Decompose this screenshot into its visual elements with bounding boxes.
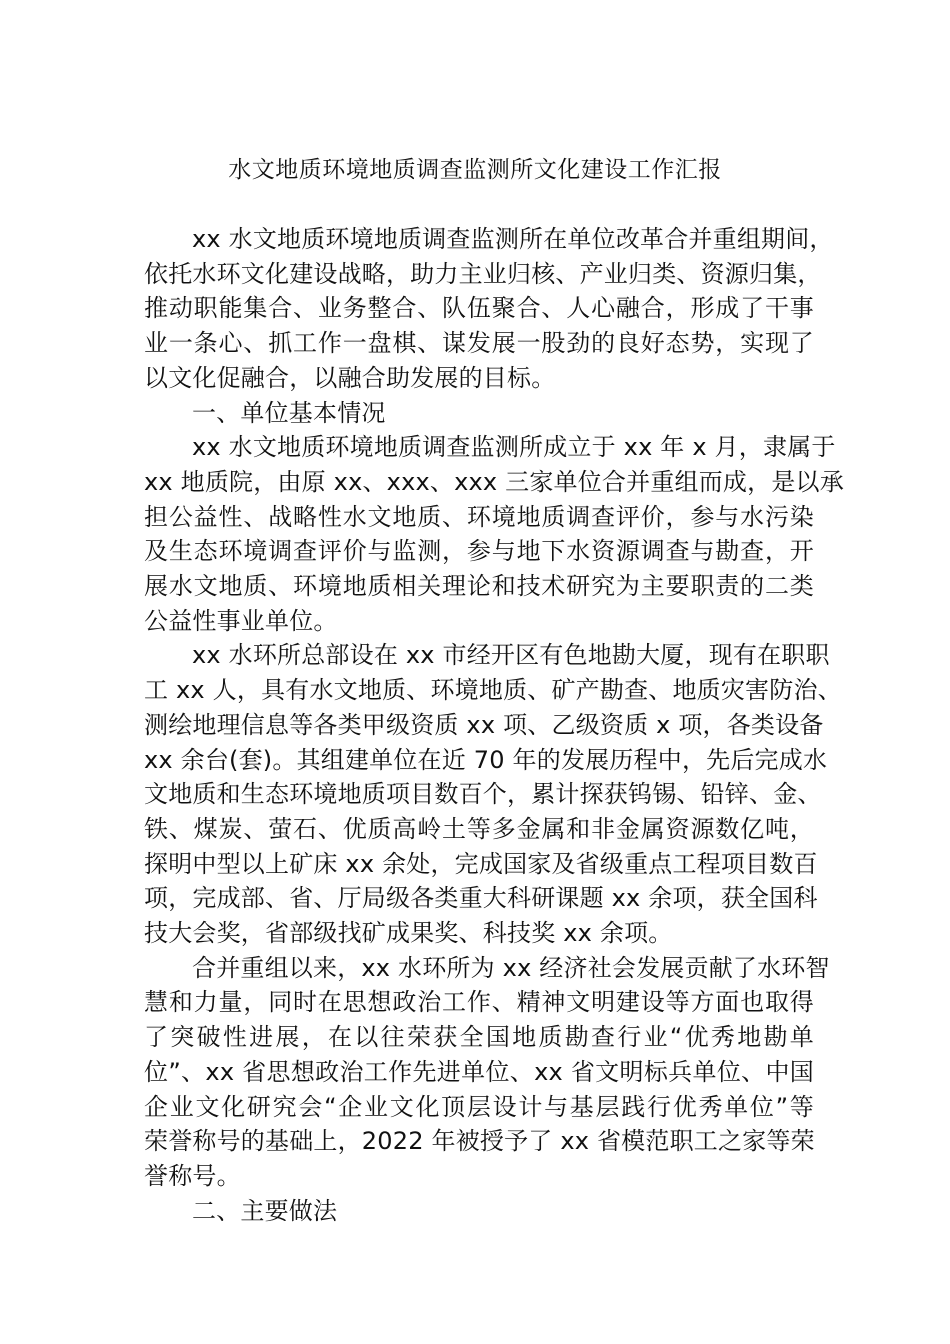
paragraph-line: 推动职能集合、业务整合、队伍聚合、人心融合，形成了干事 — [144, 294, 814, 323]
paragraph-line: 项，完成部、省、厅局级各类重大科研课题 xx 余项，获全国科 — [144, 884, 818, 913]
paragraph-line: 公益性事业单位。 — [144, 606, 338, 635]
paragraph-line: 工 xx 人，具有水文地质、环境地质、矿产勘查、地质灾害防治、 — [144, 676, 842, 705]
paragraph-line: xx 水文地质环境地质调查监测所成立于 xx 年 x 月，隶属于 — [192, 433, 836, 462]
section-heading: 一、单位基本情况 — [192, 398, 386, 427]
paragraph-line: 合并重组以来，xx 水环所为 xx 经济社会发展贡献了水环智 — [192, 953, 830, 982]
paragraph-line: 了突破性进展，在以往荣获全国地质勘查行业“优秀地勘单 — [144, 1023, 814, 1052]
paragraph-line: 技大会奖，省部级找矿成果奖、科技奖 xx 余项。 — [144, 919, 673, 948]
section-heading: 二、主要做法 — [192, 1196, 338, 1225]
paragraph-line: 荣誉称号的基础上，2022 年被授予了 xx 省模范职工之家等荣 — [144, 1127, 815, 1156]
paragraph-line: 担公益性、战略性水文地质、环境地质调查评价，参与水污染 — [144, 502, 814, 531]
document-body — [144, 222, 844, 1228]
paragraph-line: 文地质和生态环境地质项目数百个，累计探获钨锡、铅锌、金、 — [144, 780, 822, 809]
paragraph-line: 以文化促融合，以融合助发展的目标。 — [144, 363, 556, 392]
paragraph-line: xx 余台(套)。其组建单位在近 70 年的发展历程中，先后完成水 — [144, 745, 828, 774]
paragraph-line: 测绘地理信息等各类甲级资质 xx 项、乙级资质 x 项，各类设备 — [144, 710, 824, 739]
paragraph-line: 业一条心、抓工作一盘棋、谋发展一股劲的良好态势，实现了 — [144, 329, 814, 358]
paragraph-line: 展水文地质、环境地质相关理论和技术研究为主要职责的二类 — [144, 572, 814, 601]
paragraph-line: 探明中型以上矿床 xx 余处，完成国家及省级重点工程项目数百 — [144, 849, 818, 878]
document-title: 水文地质环境地质调查监测所文化建设工作汇报 — [228, 157, 722, 183]
paragraph-line: 铁、煤炭、萤石、优质高岭土等多金属和非金属资源数亿吨， — [144, 814, 814, 843]
paragraph-line: xx 地质院，由原 xx、xxx、xxx 三家单位合并重组而成，是以承 — [144, 467, 844, 496]
paragraph-line: xx 水环所总部设在 xx 市经开区有色地勘大厦，现有在职职 — [192, 641, 830, 670]
paragraph-line: 依托水环文化建设战略，助力主业归核、产业归类、资源归集， — [144, 259, 822, 288]
paragraph-line: 企业文化研究会“企业文化顶层设计与基层践行优秀单位”等 — [144, 1092, 814, 1121]
paragraph-line: 及生态环境调查评价与监测，参与地下水资源调查与勘查，开 — [144, 537, 814, 566]
paragraph-line: 位”、xx 省思想政治工作先进单位、xx 省文明标兵单位、中国 — [144, 1057, 814, 1086]
paragraph-line: 誉称号。 — [144, 1161, 241, 1190]
paragraph-line: 慧和力量，同时在思想政治工作、精神文明建设等方面也取得 — [144, 988, 814, 1017]
paragraph-line: xx 水文地质环境地质调查监测所在单位改革合并重组期间， — [192, 225, 834, 253]
